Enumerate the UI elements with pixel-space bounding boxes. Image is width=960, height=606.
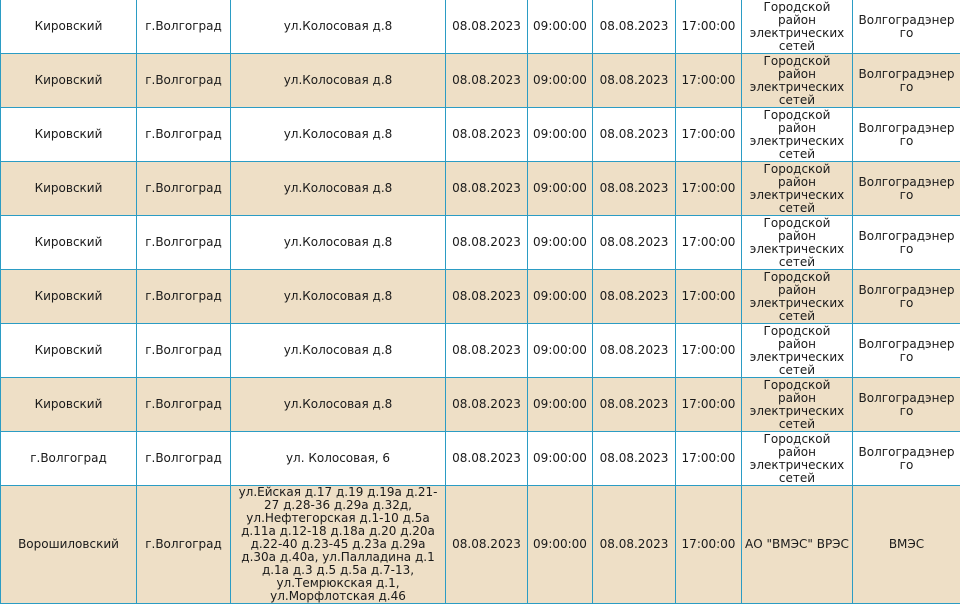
city-cell: г.Волгоград bbox=[137, 324, 231, 378]
organization-cell: Городской район электрических сетей bbox=[742, 378, 853, 432]
end-date-cell: 08.08.2023 bbox=[593, 54, 676, 108]
company-cell: Волгоградэнерго bbox=[853, 108, 960, 162]
district-cell: Кировский bbox=[1, 378, 137, 432]
address-cell: ул.Колосовая д.8 bbox=[231, 324, 446, 378]
district-cell: Кировский bbox=[1, 54, 137, 108]
company-cell: Волгоградэнерго bbox=[853, 162, 960, 216]
table-row bbox=[1, 270, 960, 324]
company-cell: Волгоградэнерго bbox=[853, 0, 960, 54]
company-cell: ВМЭС bbox=[853, 486, 960, 604]
end-date-cell: 08.08.2023 bbox=[593, 432, 676, 486]
table-row bbox=[1, 108, 960, 162]
organization-cell: Городской район электрических сетей bbox=[742, 162, 853, 216]
table-row bbox=[1, 378, 960, 432]
start-date-cell: 08.08.2023 bbox=[446, 270, 528, 324]
city-cell: г.Волгоград bbox=[137, 432, 231, 486]
start-date-cell: 08.08.2023 bbox=[446, 486, 528, 604]
table-row bbox=[1, 54, 960, 108]
end-time-cell: 17:00:00 bbox=[676, 0, 742, 54]
address-cell: ул. Колосовая, 6 bbox=[231, 432, 446, 486]
table-row bbox=[1, 216, 960, 270]
table-row bbox=[1, 324, 960, 378]
start-date-cell: 08.08.2023 bbox=[446, 378, 528, 432]
end-time-cell: 17:00:00 bbox=[676, 162, 742, 216]
end-time-cell: 17:00:00 bbox=[676, 486, 742, 604]
table-row bbox=[1, 0, 960, 54]
address-cell: ул.Колосовая д.8 bbox=[231, 108, 446, 162]
end-date-cell: 08.08.2023 bbox=[593, 486, 676, 604]
city-cell: г.Волгоград bbox=[137, 378, 231, 432]
end-time-cell: 17:00:00 bbox=[676, 432, 742, 486]
table-row bbox=[1, 162, 960, 216]
start-date-cell: 08.08.2023 bbox=[446, 216, 528, 270]
city-cell: г.Волгоград bbox=[137, 270, 231, 324]
end-date-cell: 08.08.2023 bbox=[593, 162, 676, 216]
district-cell: Кировский bbox=[1, 0, 137, 54]
address-cell: ул.Колосовая д.8 bbox=[231, 270, 446, 324]
organization-cell: Городской район электрических сетей bbox=[742, 324, 853, 378]
address-cell: ул.Ейская д.17 д.19 д.19а д.21-27 д.28-36 д.29а д.32д, ул.Нефтегорская д.1-10 д.5а д.11а д.12-18 д.18а д.20 д.20а д.22-40 д.23-45 д.23а д.29а д.30а д.40а, ул.Палладина д.1 д.1а д.3 д.5 д.5а д.7-13, ул.Темрюкская д.1, ул.Морфлотская д.46 bbox=[231, 486, 446, 604]
end-date-cell: 08.08.2023 bbox=[593, 108, 676, 162]
start-time-cell: 09:00:00 bbox=[528, 324, 593, 378]
organization-cell: Городской район электрических сетей bbox=[742, 432, 853, 486]
end-date-cell: 08.08.2023 bbox=[593, 378, 676, 432]
start-date-cell: 08.08.2023 bbox=[446, 0, 528, 54]
district-cell: Ворошиловский bbox=[1, 486, 137, 604]
address-cell: ул.Колосовая д.8 bbox=[231, 54, 446, 108]
address-cell: ул.Колосовая д.8 bbox=[231, 216, 446, 270]
company-cell: Волгоградэнерго bbox=[853, 324, 960, 378]
start-time-cell: 09:00:00 bbox=[528, 432, 593, 486]
district-cell: Кировский bbox=[1, 270, 137, 324]
district-cell: Кировский bbox=[1, 324, 137, 378]
end-date-cell: 08.08.2023 bbox=[593, 270, 676, 324]
end-time-cell: 17:00:00 bbox=[676, 378, 742, 432]
company-cell: Волгоградэнерго bbox=[853, 54, 960, 108]
end-time-cell: 17:00:00 bbox=[676, 270, 742, 324]
start-time-cell: 09:00:00 bbox=[528, 162, 593, 216]
organization-cell: Городской район электрических сетей bbox=[742, 108, 853, 162]
organization-cell: Городской район электрических сетей bbox=[742, 216, 853, 270]
start-time-cell: 09:00:00 bbox=[528, 270, 593, 324]
table-body bbox=[1, 0, 960, 604]
district-cell: Кировский bbox=[1, 162, 137, 216]
city-cell: г.Волгоград bbox=[137, 216, 231, 270]
start-date-cell: 08.08.2023 bbox=[446, 324, 528, 378]
district-cell: г.Волгоград bbox=[1, 432, 137, 486]
address-cell: ул.Колосовая д.8 bbox=[231, 378, 446, 432]
city-cell: г.Волгоград bbox=[137, 486, 231, 604]
table-row bbox=[1, 432, 960, 486]
end-time-cell: 17:00:00 bbox=[676, 216, 742, 270]
end-time-cell: 17:00:00 bbox=[676, 108, 742, 162]
company-cell: Волгоградэнерго bbox=[853, 432, 960, 486]
start-date-cell: 08.08.2023 bbox=[446, 162, 528, 216]
start-time-cell: 09:00:00 bbox=[528, 54, 593, 108]
organization-cell: АО "ВМЭС" ВРЭС bbox=[742, 486, 853, 604]
organization-cell: Городской район электрических сетей bbox=[742, 0, 853, 54]
start-time-cell: 09:00:00 bbox=[528, 378, 593, 432]
start-date-cell: 08.08.2023 bbox=[446, 432, 528, 486]
end-time-cell: 17:00:00 bbox=[676, 324, 742, 378]
city-cell: г.Волгоград bbox=[137, 162, 231, 216]
end-date-cell: 08.08.2023 bbox=[593, 324, 676, 378]
start-time-cell: 09:00:00 bbox=[528, 216, 593, 270]
address-cell: ул.Колосовая д.8 bbox=[231, 162, 446, 216]
city-cell: г.Волгоград bbox=[137, 54, 231, 108]
start-time-cell: 09:00:00 bbox=[528, 108, 593, 162]
start-date-cell: 08.08.2023 bbox=[446, 54, 528, 108]
address-cell: ул.Колосовая д.8 bbox=[231, 0, 446, 54]
end-date-cell: 08.08.2023 bbox=[593, 216, 676, 270]
organization-cell: Городской район электрических сетей bbox=[742, 54, 853, 108]
city-cell: г.Волгоград bbox=[137, 0, 231, 54]
company-cell: Волгоградэнерго bbox=[853, 378, 960, 432]
start-date-cell: 08.08.2023 bbox=[446, 108, 528, 162]
company-cell: Волгоградэнерго bbox=[853, 216, 960, 270]
organization-cell: Городской район электрических сетей bbox=[742, 270, 853, 324]
table-row bbox=[1, 486, 960, 604]
end-date-cell: 08.08.2023 bbox=[593, 0, 676, 54]
district-cell: Кировский bbox=[1, 216, 137, 270]
company-cell: Волгоградэнерго bbox=[853, 270, 960, 324]
end-time-cell: 17:00:00 bbox=[676, 54, 742, 108]
district-cell: Кировский bbox=[1, 108, 137, 162]
start-time-cell: 09:00:00 bbox=[528, 0, 593, 54]
city-cell: г.Волгоград bbox=[137, 108, 231, 162]
start-time-cell: 09:00:00 bbox=[528, 486, 593, 604]
